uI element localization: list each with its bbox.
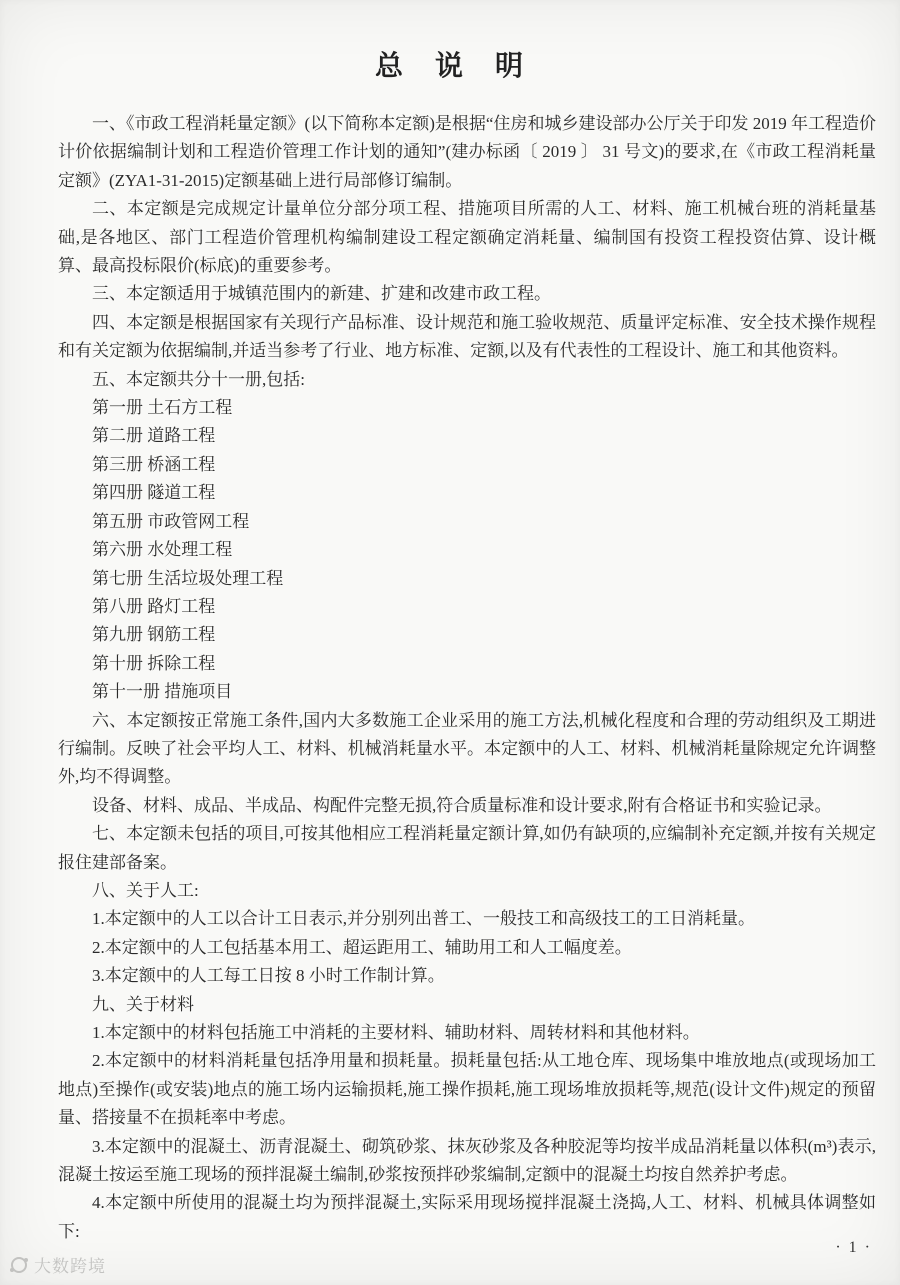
book-list-item: 第十册 拆除工程	[92, 653, 216, 673]
book-list-item: 第一册 土石方工程	[92, 398, 233, 418]
book-list-item: 第五册 市政管网工程	[92, 511, 250, 531]
page-footer	[0, 1235, 900, 1285]
paragraph: 二、本定额是完成规定计量单位分部分项工程、措施项目所需的人工、材料、施工机械台班的消耗量基础,是各地区、部门工程造价管理机构编制建设工程定额确定消耗量、编制国有投资工程投资估算、设计概算、最高投标限价(标底)的重要参考。	[58, 199, 876, 276]
book-list-item: 第二册 道路工程	[92, 426, 216, 446]
book-list-item: 第六册 水处理工程	[92, 540, 233, 560]
paragraph: 五、本定额共分十一册,包括:	[92, 369, 305, 389]
paragraph: 2.本定额中的人工包括基本用工、超运距用工、辅助用工和人工幅度差。	[92, 937, 632, 957]
paragraph: 一、《市政工程消耗量定额》(以下简称本定额)是根据“住房和城乡建设部办公厅关于印发 2019 年工程造价计价依据编制计划和工程造价管理工作计划的通知”(建办标函〔 2019 〕 31 号文)的要求,在《市政工程消耗量定额》(ZYA1-31-2015)定额基础上进行局部修订编制。	[58, 114, 876, 190]
document-body	[0, 110, 900, 1246]
paragraph: 设备、材料、成品、半成品、构配件完整无损,符合质量标准和设计要求,附有合格证书和实验记录。	[92, 795, 832, 815]
watermark	[8, 1252, 106, 1277]
paragraph: 4.本定额中所使用的混凝土均为预拌混凝土,实际采用现场搅拌混凝土浇捣,人工、材料、机械具体调整如下:	[58, 1193, 876, 1241]
book-list-item: 第八册 路灯工程	[92, 596, 216, 616]
page-title: 总 说 明	[374, 51, 525, 82]
paragraph: 3.本定额中的人工每工日按 8 小时工作制计算。	[92, 966, 445, 986]
book-list-item: 第九册 钢筋工程	[92, 625, 216, 645]
paragraph: 1.本定额中的材料包括施工中消耗的主要材料、辅助材料、周转材料和其他材料。	[92, 1023, 700, 1042]
book-list-item: 第十一册 措施项目	[92, 682, 233, 702]
paragraph: 三、本定额适用于城镇范围内的新建、扩建和改建市政工程。	[92, 284, 551, 304]
paragraph: 六、本定额按正常施工条件,国内大多数施工企业采用的施工方法,机械化程度和合理的劳动组织及工期进行编制。反映了社会平均人工、材料、机械消耗量水平。本定额中的人工、材料、机械消耗量除规定允许调整外,均不得调整。	[58, 710, 876, 787]
paragraph: 2.本定额中的材料消耗量包括净用量和损耗量。损耗量包括:从工地仓库、现场集中堆放地点(或现场加工地点)至操作(或安装)地点的施工场内运输损耗,施工操作损耗,施工现场堆放损耗等,规范(设计文件)规定的预留量、搭接量不在损耗率中考虑。	[58, 1051, 876, 1128]
paragraph: 1.本定额中的人工以合计工日表示,并分别列出普工、一般技工和高级技工的工日消耗量。	[92, 909, 755, 929]
book-list-item: 第七册 生活垃圾处理工程	[92, 568, 284, 588]
watermark-text: 大数跨境	[34, 1257, 106, 1276]
paragraph: 四、本定额是根据国家有关现行产品标准、设计规范和施工验收规范、质量评定标准、安全技术操作规程和有关定额为依据编制,并适当参考了行业、地方标准、定额,以及有代表性的工程设计、施工和其他资料。	[58, 312, 876, 361]
page-number: · 1 ·	[835, 1239, 872, 1256]
paragraph: 八、关于人工:	[92, 880, 199, 900]
paragraph: 九、关于材料	[92, 994, 194, 1014]
watermark-logo-icon	[8, 1254, 30, 1276]
paragraph: 3.本定额中的混凝土、沥青混凝土、砌筑砂浆、抹灰砂浆及各种胶泥等均按半成品消耗量以体积(m³)表示,混凝土按运至施工现场的预拌混凝土编制,砂浆按预拌砂浆编制,定额中的混凝土均按自然养护考虑。	[58, 1136, 876, 1185]
book-list-item: 第三册 桥涵工程	[92, 454, 216, 474]
paragraph: 七、本定额未包括的项目,可按其他相应工程消耗量定额计算,如仍有缺项的,应编制补充定额,并按有关规定报住建部备案。	[58, 824, 876, 872]
book-list-item: 第四册 隧道工程	[92, 483, 216, 503]
